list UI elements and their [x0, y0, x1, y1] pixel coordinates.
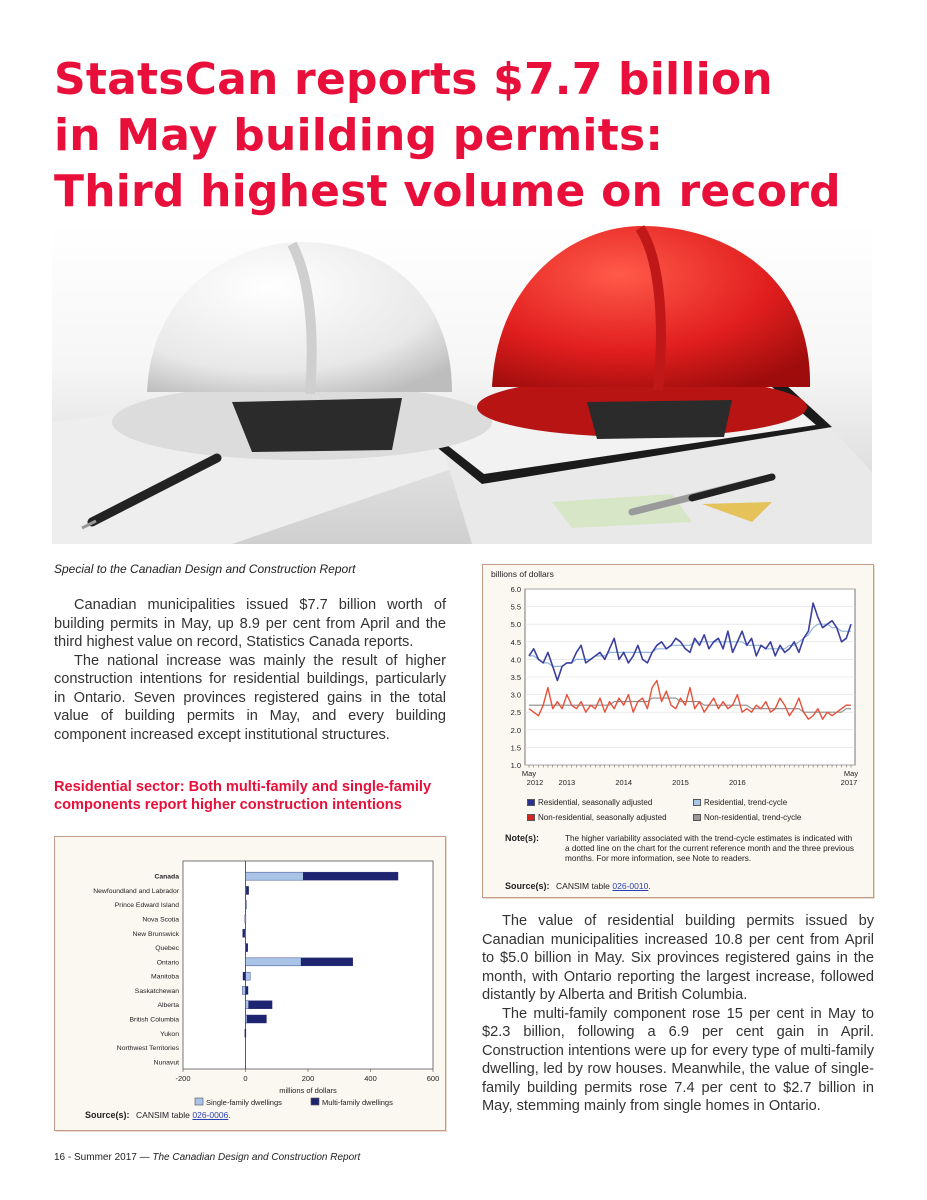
hard-hats-illustration	[52, 222, 872, 544]
note-label: Note(s):	[505, 833, 539, 843]
line-chart-ytick-4: 4.0	[510, 655, 521, 665]
bar-single-3	[245, 915, 246, 923]
line-chart-ytick-8: 2.0	[510, 725, 521, 735]
bar-source-label: Source(s):	[85, 1110, 130, 1120]
bar-legend-swatch-multi	[311, 1098, 319, 1105]
footer-prefix: 16 - Summer 2017 —	[54, 1152, 150, 1163]
bar-multi-10	[247, 1015, 266, 1023]
bar-chart-category-2: Prince Edward Island	[114, 902, 179, 910]
bar-multi-5	[246, 944, 248, 952]
line-chart-ytick-3: 4.5	[510, 637, 521, 647]
bar-chart-category-0: Canada	[154, 873, 179, 881]
line-chart-ytick-6: 3.0	[510, 690, 521, 700]
bar-multi-1	[246, 886, 248, 894]
legend-residential-sa	[527, 798, 652, 807]
bar-single-7	[246, 972, 251, 980]
legend-swatch-residential-trend	[693, 799, 701, 806]
bar-multi-11	[245, 1029, 246, 1037]
line-chart-xyear-2013: 2013	[558, 778, 576, 787]
line-chart-ytick-7: 2.5	[510, 708, 521, 718]
bar-single-6	[246, 958, 302, 966]
section-subhead: Residential sector: Both multi-family and single-family components report higher construction intentions	[54, 779, 432, 813]
bar-source-link[interactable]: 026-0006	[192, 1110, 229, 1120]
legend-label-nonresidential-sa: Non-residential, seasonally adjusted	[538, 813, 667, 822]
line-chart	[483, 565, 873, 803]
intro-text	[54, 596, 446, 744]
bar-single-9	[246, 1001, 249, 1009]
bar-multi-8	[246, 986, 249, 994]
legend-swatch-nonresidential-sa	[527, 814, 535, 821]
bar-chart-category-7: Manitoba	[151, 973, 179, 981]
byline: Special to the Canadian Design and Construction Report	[54, 562, 356, 576]
intro-paragraph-2: The national increase was mainly the result of higher construction intentions for residential buildings, particularly in Ontario. Seven provinces registered gains in the total value of building permits in May, and every building component increased except institutional structures.	[54, 652, 446, 743]
bar-legend-label-multi: Multi-family dwellings	[322, 1098, 393, 1107]
legend-label-nonresidential-trend: Non-residential, trend-cycle	[704, 813, 802, 822]
line-source-link[interactable]: 026-0010	[612, 881, 649, 891]
bar-legend-label-single: Single-family dwellings	[206, 1098, 282, 1107]
headline-line-2: in May building permits:	[54, 110, 664, 161]
line-chart-ylabel: billions of dollars	[491, 569, 554, 579]
bar-chart-category-10: British Columbia	[129, 1016, 179, 1024]
residential-paragraph-1: The value of residential building permits issued by Canadian municipalities increased 10.8 per cent from April to $5.0 billion in May. Six provinces registered gains in the month, with Ontario reporting the largest increase, followed distantly by Alberta and British Columbia.	[482, 913, 874, 1003]
bar-chart-source	[85, 1110, 231, 1120]
bar-chart-category-11: Yukon	[160, 1030, 179, 1038]
bar-chart	[55, 837, 445, 1109]
line-chart-xyear-2016: 2016	[729, 778, 746, 787]
line-chart-ytick-0: 6.0	[510, 585, 521, 594]
bar-source-text: CANSIM table	[136, 1110, 190, 1120]
residential-text	[482, 912, 874, 1116]
bar-multi-9	[249, 1001, 272, 1009]
bar-chart-category-3: Nova Scotia	[142, 916, 179, 924]
bar-chart-category-9: Alberta	[157, 1002, 179, 1010]
bar-chart-category-5: Quebec	[155, 945, 179, 953]
legend-swatch-nonresidential-trend	[693, 814, 701, 821]
headline-line-3: Third highest volume on record	[54, 166, 841, 217]
line-chart-source	[505, 881, 651, 891]
line-source-text: CANSIM table	[556, 881, 610, 891]
bar-chart-panel	[54, 836, 446, 1131]
bar-chart-category-13: Nunavut	[153, 1059, 179, 1067]
bar-chart-xtick-label--200: -200	[175, 1074, 191, 1083]
bar-chart-xtick-label-600: 600	[426, 1074, 440, 1083]
bar-chart-category-6: Ontario	[156, 959, 179, 967]
bar-legend-swatch-single	[195, 1098, 203, 1105]
legend-label-residential-trend: Residential, trend-cycle	[704, 798, 788, 807]
line-chart-xstart-month: May	[521, 769, 537, 778]
bar-chart-category-4: New Brunswick	[132, 930, 179, 938]
residential-paragraph-2: The multi-family component rose 15 per cent in May to $2.3 billion, following a 6.9 per cent gain in April. Construction intentions were up for every type of multi-family dwelling, led by row houses. Meanwhile, the value of single-family building permits rose 7.4 per cent to $2.7 billion in May, stemming mainly from single homes in Ontario.	[482, 1005, 874, 1114]
bar-multi-6	[301, 958, 353, 966]
headline-line-1: StatsCan reports $7.7 billion	[54, 54, 773, 105]
line-chart-panel	[482, 564, 874, 898]
bar-single-8	[242, 986, 245, 994]
bar-multi-0	[303, 872, 398, 880]
line-chart-xstart-year: 2012	[526, 778, 544, 787]
line-chart-ytick-1: 5.5	[510, 602, 521, 612]
intro-paragraph-1: Canadian municipalities issued $7.7 billion worth of building permits in May, up 8.9 per cent from April and the third highest value on record, Statistics Canada reports.	[54, 597, 446, 650]
headline	[54, 52, 874, 220]
bar-chart-category-1: Newfoundland and Labrador	[93, 887, 179, 895]
hard-hats-photo	[52, 222, 872, 544]
legend-swatch-residential-sa	[527, 799, 535, 806]
bar-chart-xlabel: millions of dollars	[279, 1086, 337, 1095]
line-chart-xend-month: May	[843, 769, 859, 778]
bar-multi-4	[243, 929, 245, 937]
line-chart-ytick-10: 1.0	[510, 761, 521, 770]
line-chart-ytick-5: 3.5	[510, 673, 521, 682]
bar-single-2	[246, 901, 247, 909]
line-source-end: .	[648, 881, 651, 891]
legend-label-residential-sa: Residential, seasonally adjusted	[538, 798, 653, 807]
bar-single-0	[246, 872, 304, 880]
bar-chart-category-12: Northwest Territories	[116, 1045, 179, 1053]
line-source-label: Source(s):	[505, 881, 550, 891]
footer-publication: The Canadian Design and Construction Report	[152, 1152, 361, 1163]
line-chart-ytick-2: 5.0	[510, 620, 521, 630]
line-chart-xend-year: 2017	[840, 778, 858, 787]
note-text: The higher variability associated with the trend-cycle estimates is indicated with a dotted line on the chart for the current reference month and the three previous months. For more information, see Note to readers.	[565, 834, 855, 864]
bar-single-10	[246, 1015, 248, 1023]
legend-nonresidential-sa	[527, 813, 667, 822]
line-chart-ytick-9: 1.5	[510, 743, 521, 753]
line-chart-xyear-2014: 2014	[615, 778, 633, 787]
page-footer	[54, 1152, 360, 1163]
line-chart-xyear-2015: 2015	[672, 778, 689, 787]
bar-source-end: .	[228, 1110, 231, 1120]
bar-chart-category-8: Saskatchewan	[134, 987, 179, 995]
bar-multi-7	[243, 972, 246, 980]
bar-chart-xtick-label-200: 200	[301, 1074, 315, 1083]
legend-residential-trend	[693, 798, 787, 807]
bar-chart-xtick-label-0: 0	[243, 1074, 248, 1083]
legend-nonresidential-trend	[693, 813, 801, 822]
bar-chart-xtick-label-400: 400	[364, 1074, 377, 1083]
